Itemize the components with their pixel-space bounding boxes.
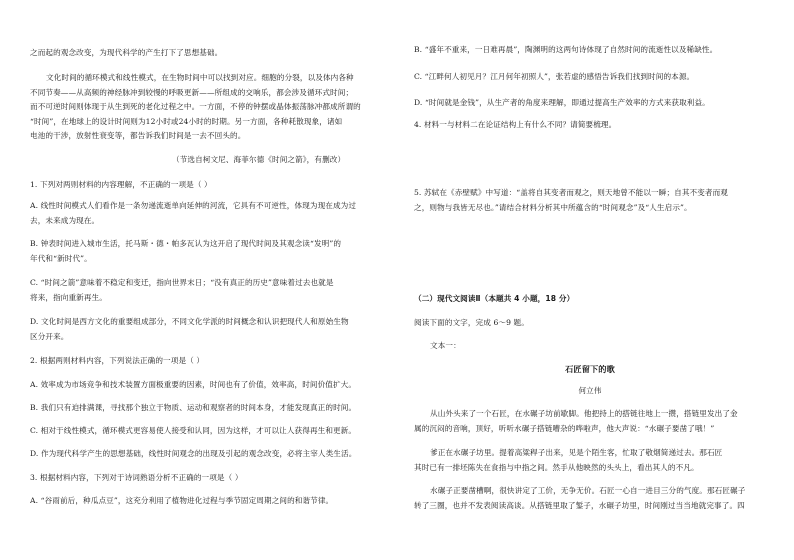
question-1: 1. 下列对两则材料的内容理解，不正确的一项是（ ） <box>30 180 212 189</box>
text-line: 电池的干涉，放射性衰变等，都告诉我们时间是一去不回头的。 <box>30 131 246 140</box>
option-line: A. 效率成为市场竞争和技术装置方面极重要的因素，时间也有了价值，效率高，时间价值扩大。 <box>30 380 357 389</box>
question-5: 5. 苏轼在《赤壁赋》中写道：“盖将自其变者而观之，则天地曾不能以一瞬；自其不变者而观 <box>414 188 728 197</box>
text-line: 水碾子正要凿槽啊，很快讲定了工价，无争无价。石匠一心自一进目三分的气度。那石匠碾子 <box>430 486 746 495</box>
text-label: 文本一： <box>430 341 461 350</box>
text-line: 不同节奏——从高频的神经脉冲到较慢的呼吸更新——所组成的交响乐，都会涉及循环式时间； <box>30 88 354 97</box>
option-line: 年代和“新时代”。 <box>30 254 92 263</box>
text-line: 而不可逆时间则体现于从生到死的老化过程之中。一方面，不停的钟摆或晶体振荡脉冲都成所谓的 <box>30 102 361 111</box>
text-line: 转了三圈，也并不发表阅读高谈。从搭链里取了錾子，水碾子坊里，时间刚过当当地就完事了。四 <box>414 501 745 510</box>
text-line: 之而起的观念改变，为现代科学的产生打下了思想基础。 <box>30 48 223 57</box>
option-line: 将来，指向重新再生。 <box>30 293 107 302</box>
instruction: 阅读下面的文字，完成 6～9 题。 <box>414 318 529 327</box>
option-line: B. 我们只有迫排满课，寻找那个独立于物质、运动和观察者的时间本身，才能发现真正的时间。 <box>30 403 357 412</box>
option-line: A. 线性时间模式人们看作是一条勿递流逝单向延伸的河流，它具有不可逆性，体现为现在成为过 <box>30 201 357 210</box>
option-line: C. 相对于线性模式，循环模式更容易使人接受和认同，因为这样，才可以让人获得再生和更新。 <box>30 426 357 435</box>
option-line: B. 钟表时间进入城市生活，托马斯・德・帕多瓦认为这开启了现代时间及其观念读“发明”的 <box>30 239 342 248</box>
option-line: D. 文化时间是西方文化的重要组成部分，不同文化学派的时间概念和认识把现代人和原始生物 <box>30 317 349 326</box>
source-citation: （节选自柯文尼、海菲尔德《时间之箭》，有删改） <box>172 155 346 164</box>
question-4: 4. 材料一与材料二在论证结构上有什么不同？请简要梳理。 <box>414 120 617 129</box>
option-line: B. “盛年不重来，一日难再晨”，陶渊明的这两句诗体现了自然时间的流逝性以及稀缺性。 <box>414 45 718 54</box>
option-line: D. 作为现代科学产生的思想基础，线性时间观念的出现及引起的观念改变，必将主宰人类生活。 <box>30 449 357 458</box>
option-line: A. “谷雨前后，种瓜点豆”，这充分利用了植物进化过程与季节固定周期之间的和谐节律。 <box>30 496 334 505</box>
option-line: C. “江畔何人初见月？江月何年初照人”，张若虚的感悟告诉我们找到时间的本源。 <box>414 72 695 81</box>
question-5-cont: 之，则物与我皆无尽也。”请结合材料分析其中所蕴含的“时间观念”及“人生启示”。 <box>414 203 692 212</box>
option-line: C. “时间之箭”意味着不稳定和变迁，指向世界末日；“没有真正的历史”意味着过去也就是 <box>30 278 334 287</box>
section-heading: （二）现代文阅读Ⅱ（本题共 4 小题，18 分） <box>414 294 575 303</box>
text-line: “时间”，在地球上的设计时间则为12小时或24小时的时期。另一方面，各种耗散现象，诸如 <box>30 117 343 126</box>
text-line: 从山外头来了一个石匠，在水碾子坊前歇脚。他把持上的搭链往地上一攒，搭链里发出了金 <box>430 409 738 418</box>
text-line: 爹正在水碾子坊里。提着高粱稈子出来，见是个陌生客，忙取了敬烟简递过去。那石匠 <box>430 448 723 457</box>
question-2: 2. 根据两则材料内容，下列说法正确的一项是（ ） <box>30 356 205 365</box>
option-line: 区分开来。 <box>30 332 69 341</box>
text-line: 文化时间的循环模式和线性模式，在生物时间中可以找到对应。细胞的分裂，以及体内各种 <box>46 73 354 82</box>
option-line: D. “时间就是金钱”，从生产者的角度来理解，即通过提高生产效率的方式来获取利益。 <box>414 98 710 107</box>
option-line: 去，未来成为现在。 <box>30 216 100 225</box>
story-title: 石匠留下的歌 <box>565 364 615 374</box>
text-line: 属的沉闷的音响，顶好，听听水碾子搭链嘈杂的哗啦声，他大声说：“水碾子要凿了哦！” <box>414 424 715 433</box>
story-author: 何立伟 <box>578 386 602 395</box>
text-line: 其时已有一排坯陈失在食指与中指之间。然手从他映然的头头上，看出其人的不凡。 <box>414 463 699 472</box>
question-3: 3. 根据材料内容，下列对于诗词熟语分析不正确的一项是（ ） <box>30 473 243 482</box>
